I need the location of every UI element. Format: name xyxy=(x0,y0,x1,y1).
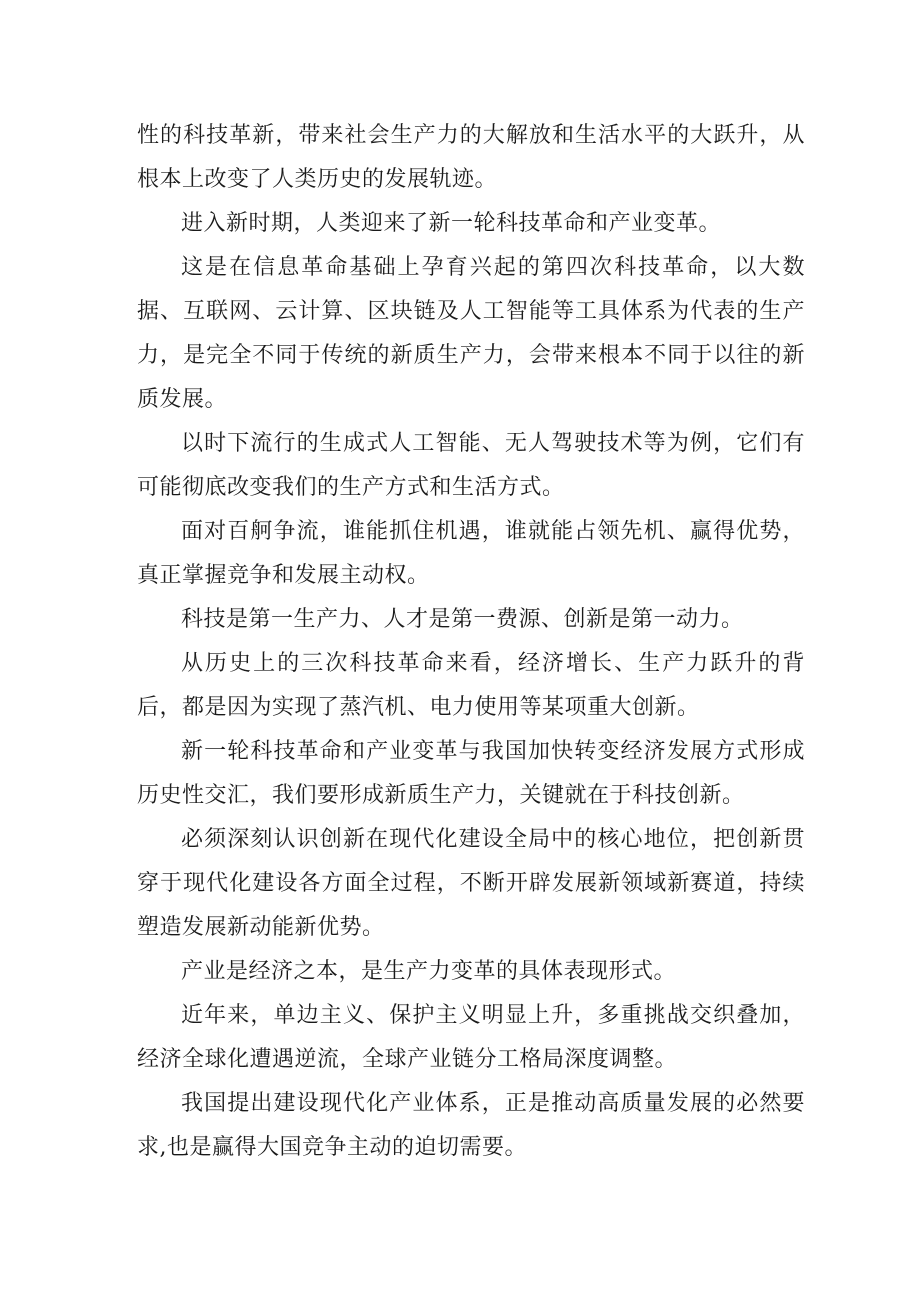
paragraph: 科技是第一生产力、人才是第一费源、创新是第一动力。 xyxy=(181,607,744,632)
paragraph: 从历史上的三次科技革命来看，经济增长、生产力跃升的背后，都是因为实现了蒸汽机、电力使用等某项重大创新。 xyxy=(137,651,805,720)
paragraph: 产业是经济之本，是生产力变革的具体表现形式。 xyxy=(181,959,677,984)
paragraph: 这是在信息革命基础上孕育兴起的第四次科技革命，以大数据、互联网、云计算、区块链及人工智能等工具体系为代表的生产力，是完全不同于传统的新质生产力，会带来根本不同于以往的新质发展。 xyxy=(137,255,805,412)
document-body xyxy=(137,114,805,1170)
paragraph: 我国提出建设现代化产业体系，正是推动高质量发展的必然要求,也是赢得大国竞争主动的迫切需要。 xyxy=(137,1091,805,1160)
paragraph: 面对百舸争流，谁能抓住机遇，谁就能占领先机、赢得优势，真正掌握竞争和发展主动权。 xyxy=(137,519,805,588)
paragraph: 以时下流行的生成式人工智能、无人驾驶技术等为例，它们有可能彻底改变我们的生产方式和生活方式。 xyxy=(137,431,805,500)
paragraph: 必须深刻认识创新在现代化建设全局中的核心地位，把创新贯穿于现代化建设各方面全过程，不断开辟发展新领域新赛道，持续塑造发展新动能新优势。 xyxy=(137,827,805,940)
paragraph: 进入新时期，人类迎来了新一轮科技革命和产业变革。 xyxy=(181,211,722,236)
paragraph-continued: 性的科技革新，带来社会生产力的大解放和生活水平的大跃升，从根本上改变了人类历史的发展轨迹。 xyxy=(137,123,805,192)
paragraph: 新一轮科技革命和产业变革与我国加快转变经济发展方式形成历史性交汇，我们要形成新质生产力，关键就在于科技创新。 xyxy=(137,739,805,808)
paragraph: 近年来，单边主义、保护主义明显上升，多重挑战交织叠加，经济全球化遭遇逆流，全球产业链分工格局深度调整。 xyxy=(137,1003,805,1072)
